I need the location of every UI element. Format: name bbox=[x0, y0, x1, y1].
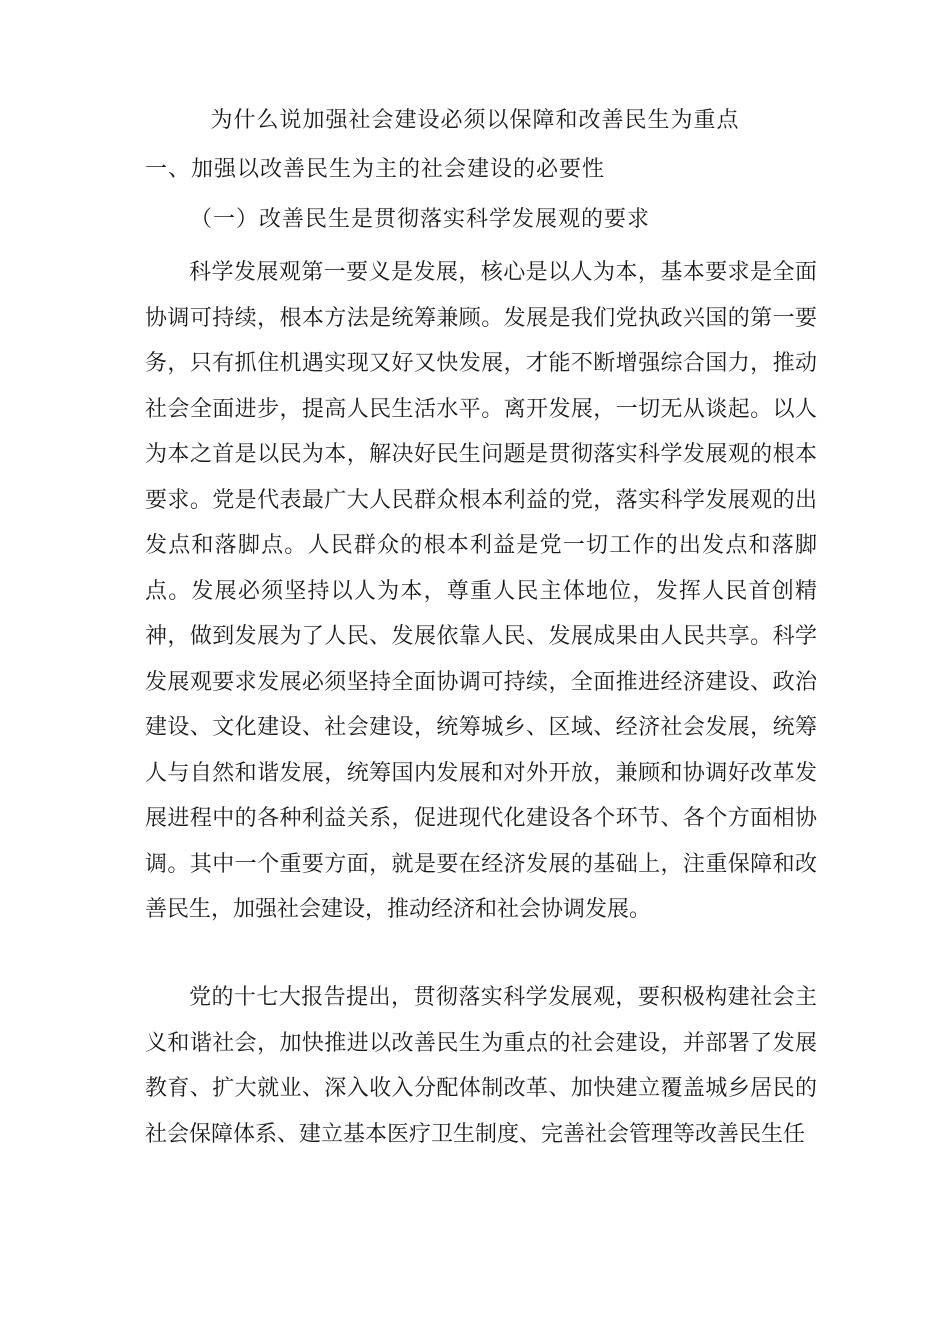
document-title: 为什么说加强社会建设必须以保障和改善民生为重点 bbox=[210, 108, 740, 133]
body-paragraph-1: 科学发展观第一要义是发展，核心是以人为本，基本要求是全面协调可持续，根本方法是统筹兼顾。发展是我们党执政兴国的第一要务，只有抓住机遇实现又好又快发展，才能不断增强综合国力，推动社会全面进步，提高人民生活水平。离开发展，一切无从谈起。以人为本之首是以民为本，解决好民生问题是贯彻落实科学发展观的根本要求。党是代表最广大人民群众根本利益的党，落实科学发展观的出发点和落脚点。人民群众的根本利益是党一切工作的出发点和落脚点。发展必须坚持以人为本，尊重人民主体地位，发挥人民首创精神，做到发展为了人民、发展依靠人民、发展成果由人民共享。科学发展观要求发展必须坚持全面协调可持续，全面推进经济建设、政治建设、文化建设、社会建设，统筹城乡、区域、经济社会发展，统筹人与自然和谐发展，统筹国内发展和对外开放，兼顾和协调好改革发展进程中的各种利益关系，促进现代化建设各个环节、各个方面相协调。其中一个重要方面，就是要在经济发展的基础上，注重保障和改善民生，加强社会建设，推动经济和社会协调发展。 bbox=[145, 260, 817, 922]
body-paragraph-2: 党的十七大报告提出，贯彻落实科学发展观，要积极构建社会主义和谐社会，加快推进以改善民生为重点的社会建设，并部署了发展教育、扩大就业、深入收入分配体制改革、加快建立覆盖城乡居民的社会保障体系、建立基本医疗卫生制度、完善社会管理等改善民生任 bbox=[145, 985, 817, 1147]
section-heading: 一、加强以改善民生为主的社会建设的必要性 bbox=[145, 157, 606, 182]
subsection-heading: （一）改善民生是贯彻落实科学发展观的要求 bbox=[190, 207, 651, 232]
